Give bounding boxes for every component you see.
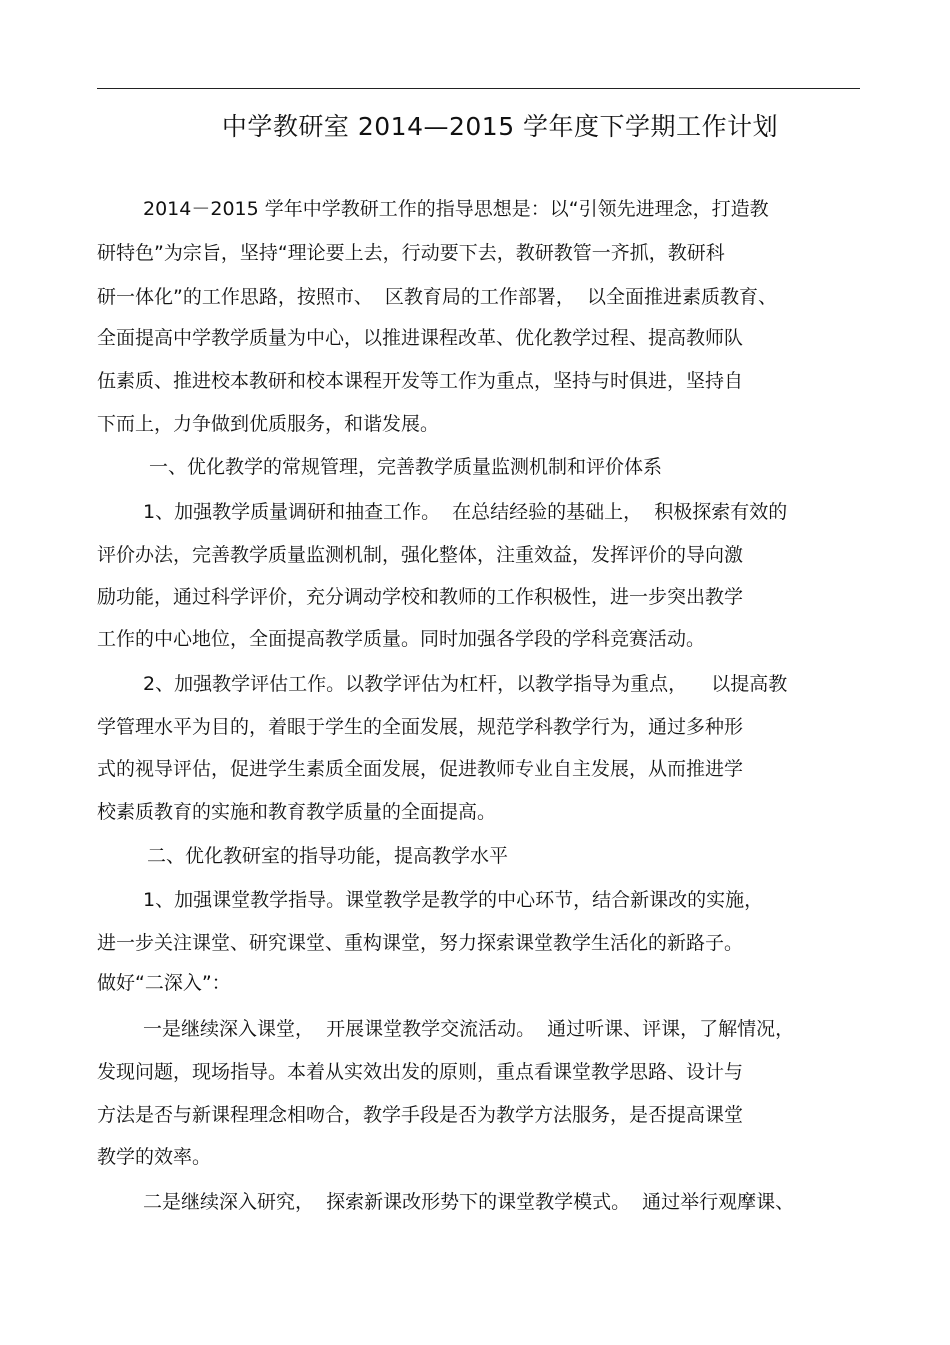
- section-heading: 二、优化教研室的指导功能，提高教学水平: [147, 845, 509, 867]
- header-rule: [97, 88, 860, 89]
- paragraph-line: 1、加强课堂教学指导。课堂教学是教学的中心环节，结合新课改的实施，: [143, 889, 764, 911]
- paragraph-line: 学管理水平为目的，着眼于学生的全面发展，规范学科教学行为，通过多种形: [97, 716, 744, 738]
- paragraph-line: 教学的效率。: [97, 1146, 212, 1168]
- paragraph-line: 工作的中心地位，全面提高教学质量。同时加强各学段的学科竞赛活动。: [97, 628, 706, 650]
- paragraph-line: 进一步关注课堂、研究课堂、重构课堂，努力探索课堂教学生活化的新路子。: [97, 932, 744, 954]
- paragraph-line: 校素质教育的实施和教育教学质量的全面提高。: [97, 801, 497, 823]
- paragraph-line: 伍素质、推进校本教研和校本课程开发等工作为重点，坚持与时俱进，坚持自: [97, 370, 744, 392]
- paragraph-line: 研一体化”的工作思路，按照市、 区教育局的工作部署， 以全面推进素质教育、: [97, 286, 778, 308]
- paragraph-line: 一是继续深入课堂， 开展课堂教学交流活动。 通过听课、评课，了解情况，: [143, 1018, 795, 1040]
- paragraph-line: 2014－2015 学年中学教研工作的指导思想是：以“引领先进理念，打造教: [143, 198, 769, 220]
- paragraph-line: 全面提高中学教学质量为中心，以推进课程改革、优化教学过程、提高教师队: [97, 327, 744, 349]
- paragraph-line: 方法是否与新课程理念相吻合，教学手段是否为教学方法服务，是否提高课堂: [97, 1104, 744, 1126]
- paragraph-line: 评价办法，完善教学质量监测机制，强化整体，注重效益，发挥评价的导向激: [97, 544, 744, 566]
- paragraph-line: 1、加强教学质量调研和抽查工作。 在总结经验的基础上， 积极探索有效的: [143, 501, 788, 523]
- paragraph-line: 励功能，通过科学评价，充分调动学校和教师的工作积极性，进一步突出教学: [97, 586, 744, 608]
- paragraph-line: 下而上，力争做到优质服务，和谐发展。: [97, 413, 440, 435]
- paragraph-line: 做好“二深入”：: [97, 972, 231, 994]
- paragraph-line: 发现问题，现场指导。本着从实效出发的原则，重点看课堂教学思路、设计与: [97, 1061, 744, 1083]
- paragraph-line: 研特色”为宗旨，坚持“理论要上去，行动要下去，教研教管一齐抓，教研科: [97, 242, 725, 264]
- section-heading: 一、优化教学的常规管理，完善教学质量监测机制和评价体系: [149, 456, 663, 478]
- document-title: 中学教研室 2014—2015 学年度下学期工作计划: [221, 112, 779, 141]
- paragraph-line: 式的视导评估，促进学生素质全面发展，促进教师专业自主发展，从而推进学: [97, 758, 744, 780]
- paragraph-line: 二是继续深入研究， 探索新课改形势下的课堂教学模式。 通过举行观摩课、: [143, 1191, 795, 1213]
- paragraph-line: 2、加强教学评估工作。以教学评估为杠杆，以教学指导为重点， 以提高教: [143, 673, 788, 695]
